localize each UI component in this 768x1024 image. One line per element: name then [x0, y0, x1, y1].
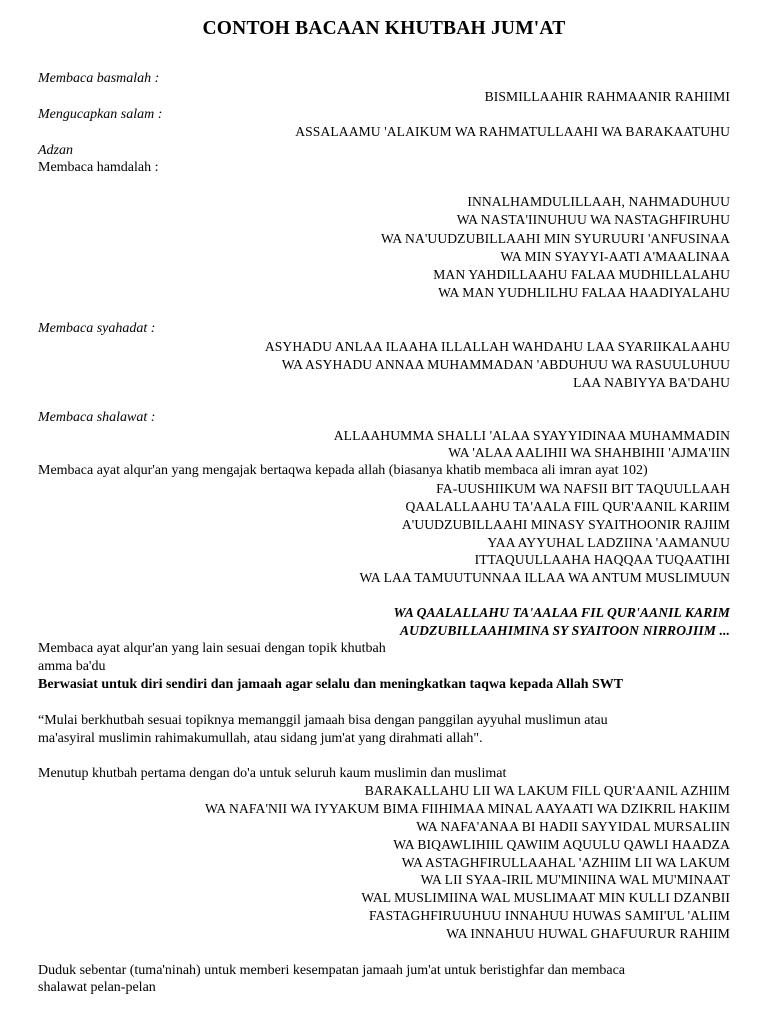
ayat-italic-line: AUDZUBILLAAHIMINA SY SYAITOON NIRROJIIM ...	[400, 623, 730, 638]
ayat-line: A'UUDZUBILLAAHI MINASY SYAITHOONIR RAJIIM	[401, 517, 730, 532]
penutup-line: WA ASTAGHFIRULLAAHAL 'AZHIIM LII WA LAKUM	[401, 855, 730, 870]
penutup-line: WA NAFA'NII WA IYYAKUM BIMA FIIHIMAA MINAL AAYAATI WA DZIKRIL HAKIIM	[204, 801, 730, 816]
penutup-line: WA BIQAWLIHIIL QAWIIM AQUULU QAWLI HAADZA	[393, 837, 730, 852]
duduk-text: Duduk sebentar (tuma'ninah) untuk memberi kesempatan jamaah jum'at untuk beristighfar dan membaca	[38, 963, 626, 978]
penutup-line: BARAKALLAHU LII WA LAKUM FILL QUR'AANIL AZHIIM	[364, 783, 730, 798]
mulai-text: ma'asyiral muslimin rahimakumullah, atau sidang jum'at yang dirahmati allah".	[38, 731, 483, 746]
adzan-label: Adzan	[38, 143, 73, 158]
hamdalah-line: WA NA'UUDZUBILLAAHI MIN SYURUURI 'ANFUSINAA	[380, 231, 730, 246]
ayat-line: WA LAA TAMUUTUNNAA ILLAA WA ANTUM MUSLIMUUN	[359, 570, 730, 585]
penutup-line: WA INNAHUU HUWAL GHAFUURUR RAHIIM	[446, 926, 730, 941]
shalawat-line: WA 'ALAA AALIHII WA SHAHBIHII 'AJMA'IIN	[448, 445, 730, 460]
penutup-line: WA NAFA'ANAA BI HADII SAYYIDAL MURSALIIN	[416, 819, 730, 834]
syahadat-label: Membaca syahadat :	[38, 321, 156, 336]
ayat-line: YAA AYYUHAL LADZIINA 'AAMANUU	[487, 535, 730, 550]
ayat-lain-text: Membaca ayat alqur'an yang lain sesuai dengan topik khutbah	[38, 641, 386, 656]
ayat-line: QAALALLAAHU TA'AALA FIIL QUR'AANIL KARIIM	[405, 499, 730, 514]
shalawat-line: ALLAAHUMMA SHALLI 'ALAA SYAYYIDINAA MUHAMMADIN	[333, 428, 730, 443]
amma-text: amma ba'du	[38, 659, 106, 674]
hamdalah-line: WA MIN SYAYYI-AATI A'MAALINAA	[500, 249, 730, 264]
basmalah-text: BISMILLAAHIR RAHMAANIR RAHIIMI	[484, 89, 730, 104]
hamdalah-line: WA NASTA'IINUHUU WA NASTAGHFIRUHU	[456, 212, 730, 227]
duduk-text: shalawat pelan-pelan	[38, 980, 156, 995]
penutup-label: Menutup khutbah pertama dengan do'a untuk seluruh kaum muslimin dan muslimat	[38, 766, 507, 781]
penutup-line: WA LII SYAA-IRIL MU'MINIINA WAL MU'MINAAT	[420, 872, 730, 887]
syahadat-line: LAA NABIYYA BA'DAHU	[573, 375, 730, 390]
page-title: CONTOH BACAAN KHUTBAH JUM'AT	[202, 18, 566, 39]
ayat-line: FA-UUSHIIKUM WA NAFSII BIT TAQUULLAAH	[436, 481, 730, 496]
ayat-italic-line: WA QAALALLAHU TA'AALAA FIL QUR'AANIL KARIM	[393, 605, 730, 620]
ayat-label: Membaca ayat alqur'an yang mengajak bertaqwa kepada allah (biasanya khatib membaca ali imran ayat 102)	[38, 463, 648, 478]
hamdalah-line: MAN YAHDILLAAHU FALAA MUDHILLALAHU	[433, 267, 730, 282]
hamdalah-line: INNALHAMDULILLAAH, NAHMADUHUU	[467, 194, 730, 209]
hamdalah-line: WA MAN YUDHLILHU FALAA HAADIYALAHU	[438, 285, 730, 300]
wasiat-text: Berwasiat untuk diri sendiri dan jamaah agar selalu dan meningkatkan taqwa kepada Allah SWT	[38, 677, 624, 692]
salam-label: Mengucapkan salam :	[38, 107, 163, 122]
hamdalah-label: Membaca hamdalah :	[38, 160, 159, 175]
syahadat-line: WA ASYHADU ANNAA MUHAMMADAN 'ABDUHUU WA RASUULUHUU	[281, 357, 730, 372]
penutup-line: FASTAGHFIRUUHUU INNAHUU HUWAS SAMII'UL 'ALIIM	[369, 908, 730, 923]
syahadat-line: ASYHADU ANLAA ILAAHA ILLALLAH WAHDAHU LAA SYARIIKALAAHU	[264, 339, 730, 354]
salam-text: ASSALAAMU 'ALAIKUM WA RAHMATULLAAHI WA BARAKAATUHU	[295, 124, 730, 139]
ayat-line: ITTAQUULLAAHA HAQQAA TUQAATIHI	[474, 552, 730, 567]
mulai-text: “Mulai berkhutbah sesuai topiknya memanggil jamaah bisa dengan panggilan ayyuhal muslimun atau	[38, 713, 608, 728]
penutup-line: WAL MUSLIMIINA WAL MUSLIMAAT MIN KULLI DZANBII	[361, 890, 730, 905]
basmalah-label: Membaca basmalah :	[38, 71, 160, 86]
shalawat-label: Membaca shalawat :	[38, 410, 156, 425]
